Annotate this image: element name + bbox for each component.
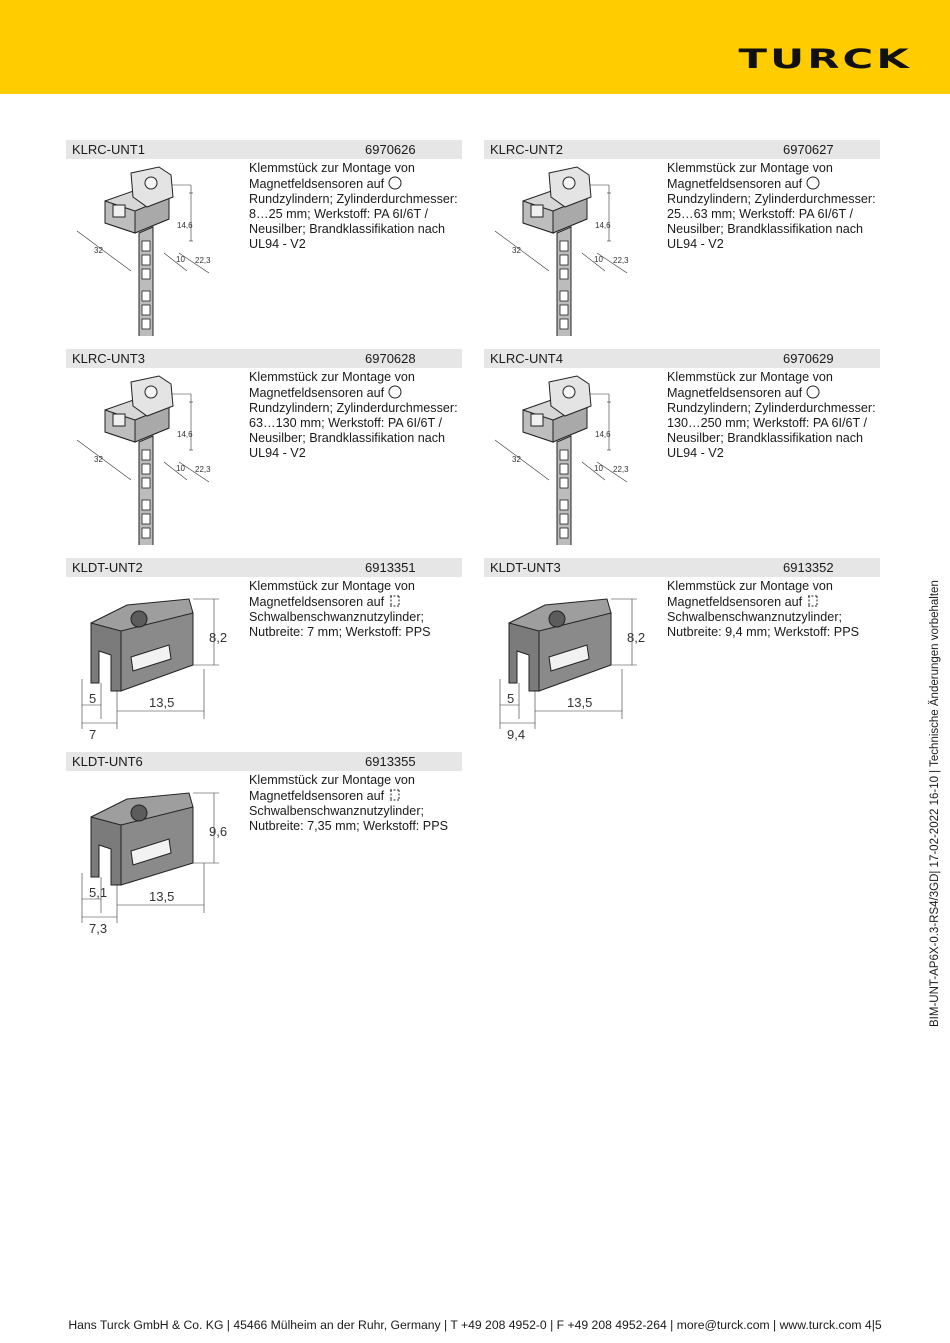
circle-icon: [806, 386, 820, 400]
svg-text:8,2: 8,2: [627, 630, 646, 645]
svg-text:5: 5: [507, 691, 515, 706]
product-title-bar: [66, 558, 462, 577]
product-title-bar: [484, 349, 880, 368]
svg-text:22,3: 22,3: [195, 256, 211, 265]
svg-text:22,3: 22,3: [613, 256, 629, 265]
svg-text:10: 10: [594, 255, 603, 264]
svg-text:10: 10: [594, 464, 603, 473]
svg-text:9,6: 9,6: [209, 824, 228, 839]
product-card: [66, 349, 462, 474]
svg-text:7,3: 7,3: [89, 921, 108, 936]
product-name: KLRC-UNT1: [72, 142, 145, 157]
product-name: KLRC-UNT3: [72, 351, 145, 366]
product-name: KLDT-UNT6: [72, 754, 143, 769]
product-title-bar: [66, 349, 462, 368]
product-description: Klemmstück zur Montage von Magnetfeldsensoren auf Schwalbenschwanznutzylinder; Nutbreite: 7 mm; Werkstoff: PPS: [249, 579, 431, 639]
product-drawing: [69, 370, 244, 545]
dovetail-icon: [806, 595, 820, 609]
product-description: Klemmstück zur Montage von Magnetfeldsensoren auf Rundzylindern; Zylinderdurchmesser: 130…250 mm; Werkstoff: PA 6I/6T / Neusilber; Brandklassifikation nach UL94 - V2: [667, 370, 876, 460]
product-description: Klemmstück zur Montage von Magnetfeldsensoren auf Rundzylindern; Zylinderdurchmesser: 63…130 mm; Werkstoff: PA 6I/6T / Neusilber; Brandklassifikation nach UL94 - V2: [249, 370, 458, 460]
circle-icon: [806, 177, 820, 191]
product-title-bar: [484, 558, 880, 577]
svg-text:14,6: 14,6: [595, 430, 611, 439]
product-id: 6913351: [365, 560, 416, 575]
svg-text:8,2: 8,2: [209, 630, 228, 645]
product-description: Klemmstück zur Montage von Magnetfeldsensoren auf Rundzylindern; Zylinderdurchmesser: 25…63 mm; Werkstoff: PA 6I/6T / Neusilber; Brandklassifikation nach UL94 - V2: [667, 161, 876, 251]
product-card: [484, 558, 880, 742]
product-card: [66, 558, 462, 742]
product-card: [66, 752, 462, 936]
product-id: 6913352: [783, 560, 834, 575]
product-title-bar: [66, 752, 462, 771]
product-id: 6970627: [783, 142, 834, 157]
product-description: Klemmstück zur Montage von Magnetfeldsensoren auf Rundzylindern; Zylinderdurchmesser: 8…25 mm; Werkstoff: PA 6I/6T / Neusilber; Brandklassifikation nach UL94 - V2: [249, 161, 458, 251]
svg-text:14,6: 14,6: [177, 430, 193, 439]
product-description: Klemmstück zur Montage von Magnetfeldsensoren auf Schwalbenschwanznutzylinder; Nutbreite: 9,4 mm; Werkstoff: PPS: [667, 579, 860, 639]
product-card: [484, 349, 880, 474]
product-name: KLRC-UNT4: [490, 351, 563, 366]
product-id: 6970626: [365, 142, 416, 157]
product-id: 6970628: [365, 351, 416, 366]
product-title-bar: [66, 140, 462, 159]
product-title-bar: [484, 140, 880, 159]
product-id: 6913355: [365, 754, 416, 769]
svg-text:14,6: 14,6: [595, 221, 611, 230]
product-card: [66, 140, 462, 265]
svg-text:10: 10: [176, 464, 185, 473]
svg-text:13,5: 13,5: [149, 889, 175, 904]
product-drawing: [487, 370, 662, 545]
svg-text:13,5: 13,5: [149, 695, 175, 710]
circle-icon: [388, 177, 402, 191]
product-card: [484, 140, 880, 265]
circle-icon: [388, 386, 402, 400]
svg-text:10: 10: [176, 255, 185, 264]
dovetail-icon: [388, 789, 402, 803]
dovetail-icon: [388, 595, 402, 609]
svg-text:5,1: 5,1: [89, 885, 108, 900]
svg-text:32: 32: [94, 246, 103, 255]
svg-text:32: 32: [94, 455, 103, 464]
svg-text:32: 32: [512, 455, 521, 464]
svg-text:13,5: 13,5: [567, 695, 593, 710]
svg-text:14,6: 14,6: [177, 221, 193, 230]
svg-text:5: 5: [89, 691, 97, 706]
turck-logo: TURCK: [738, 44, 912, 75]
svg-text:9,4: 9,4: [507, 727, 526, 742]
footer: Hans Turck GmbH & Co. KG | 45466 Mülheim an der Ruhr, Germany | T +49 208 4952-0 | F +49 208 4952-264 | more@turck.com | www.turck.com 4|5: [68, 1318, 882, 1332]
product-drawing: [69, 579, 244, 754]
svg-text:22,3: 22,3: [195, 465, 211, 474]
svg-text:7: 7: [89, 727, 97, 742]
product-drawing: [69, 161, 244, 336]
product-drawing: [487, 161, 662, 336]
product-name: KLRC-UNT2: [490, 142, 563, 157]
product-name: KLDT-UNT2: [72, 560, 143, 575]
page-header: [0, 0, 950, 94]
product-drawing: [487, 579, 662, 754]
product-id: 6970629: [783, 351, 834, 366]
product-drawing: [69, 773, 244, 948]
product-description: Klemmstück zur Montage von Magnetfeldsensoren auf Schwalbenschwanznutzylinder; Nutbreite: 7,35 mm; Werkstoff: PPS: [249, 773, 449, 833]
product-name: KLDT-UNT3: [490, 560, 561, 575]
svg-text:32: 32: [512, 246, 521, 255]
svg-text:22,3: 22,3: [613, 465, 629, 474]
